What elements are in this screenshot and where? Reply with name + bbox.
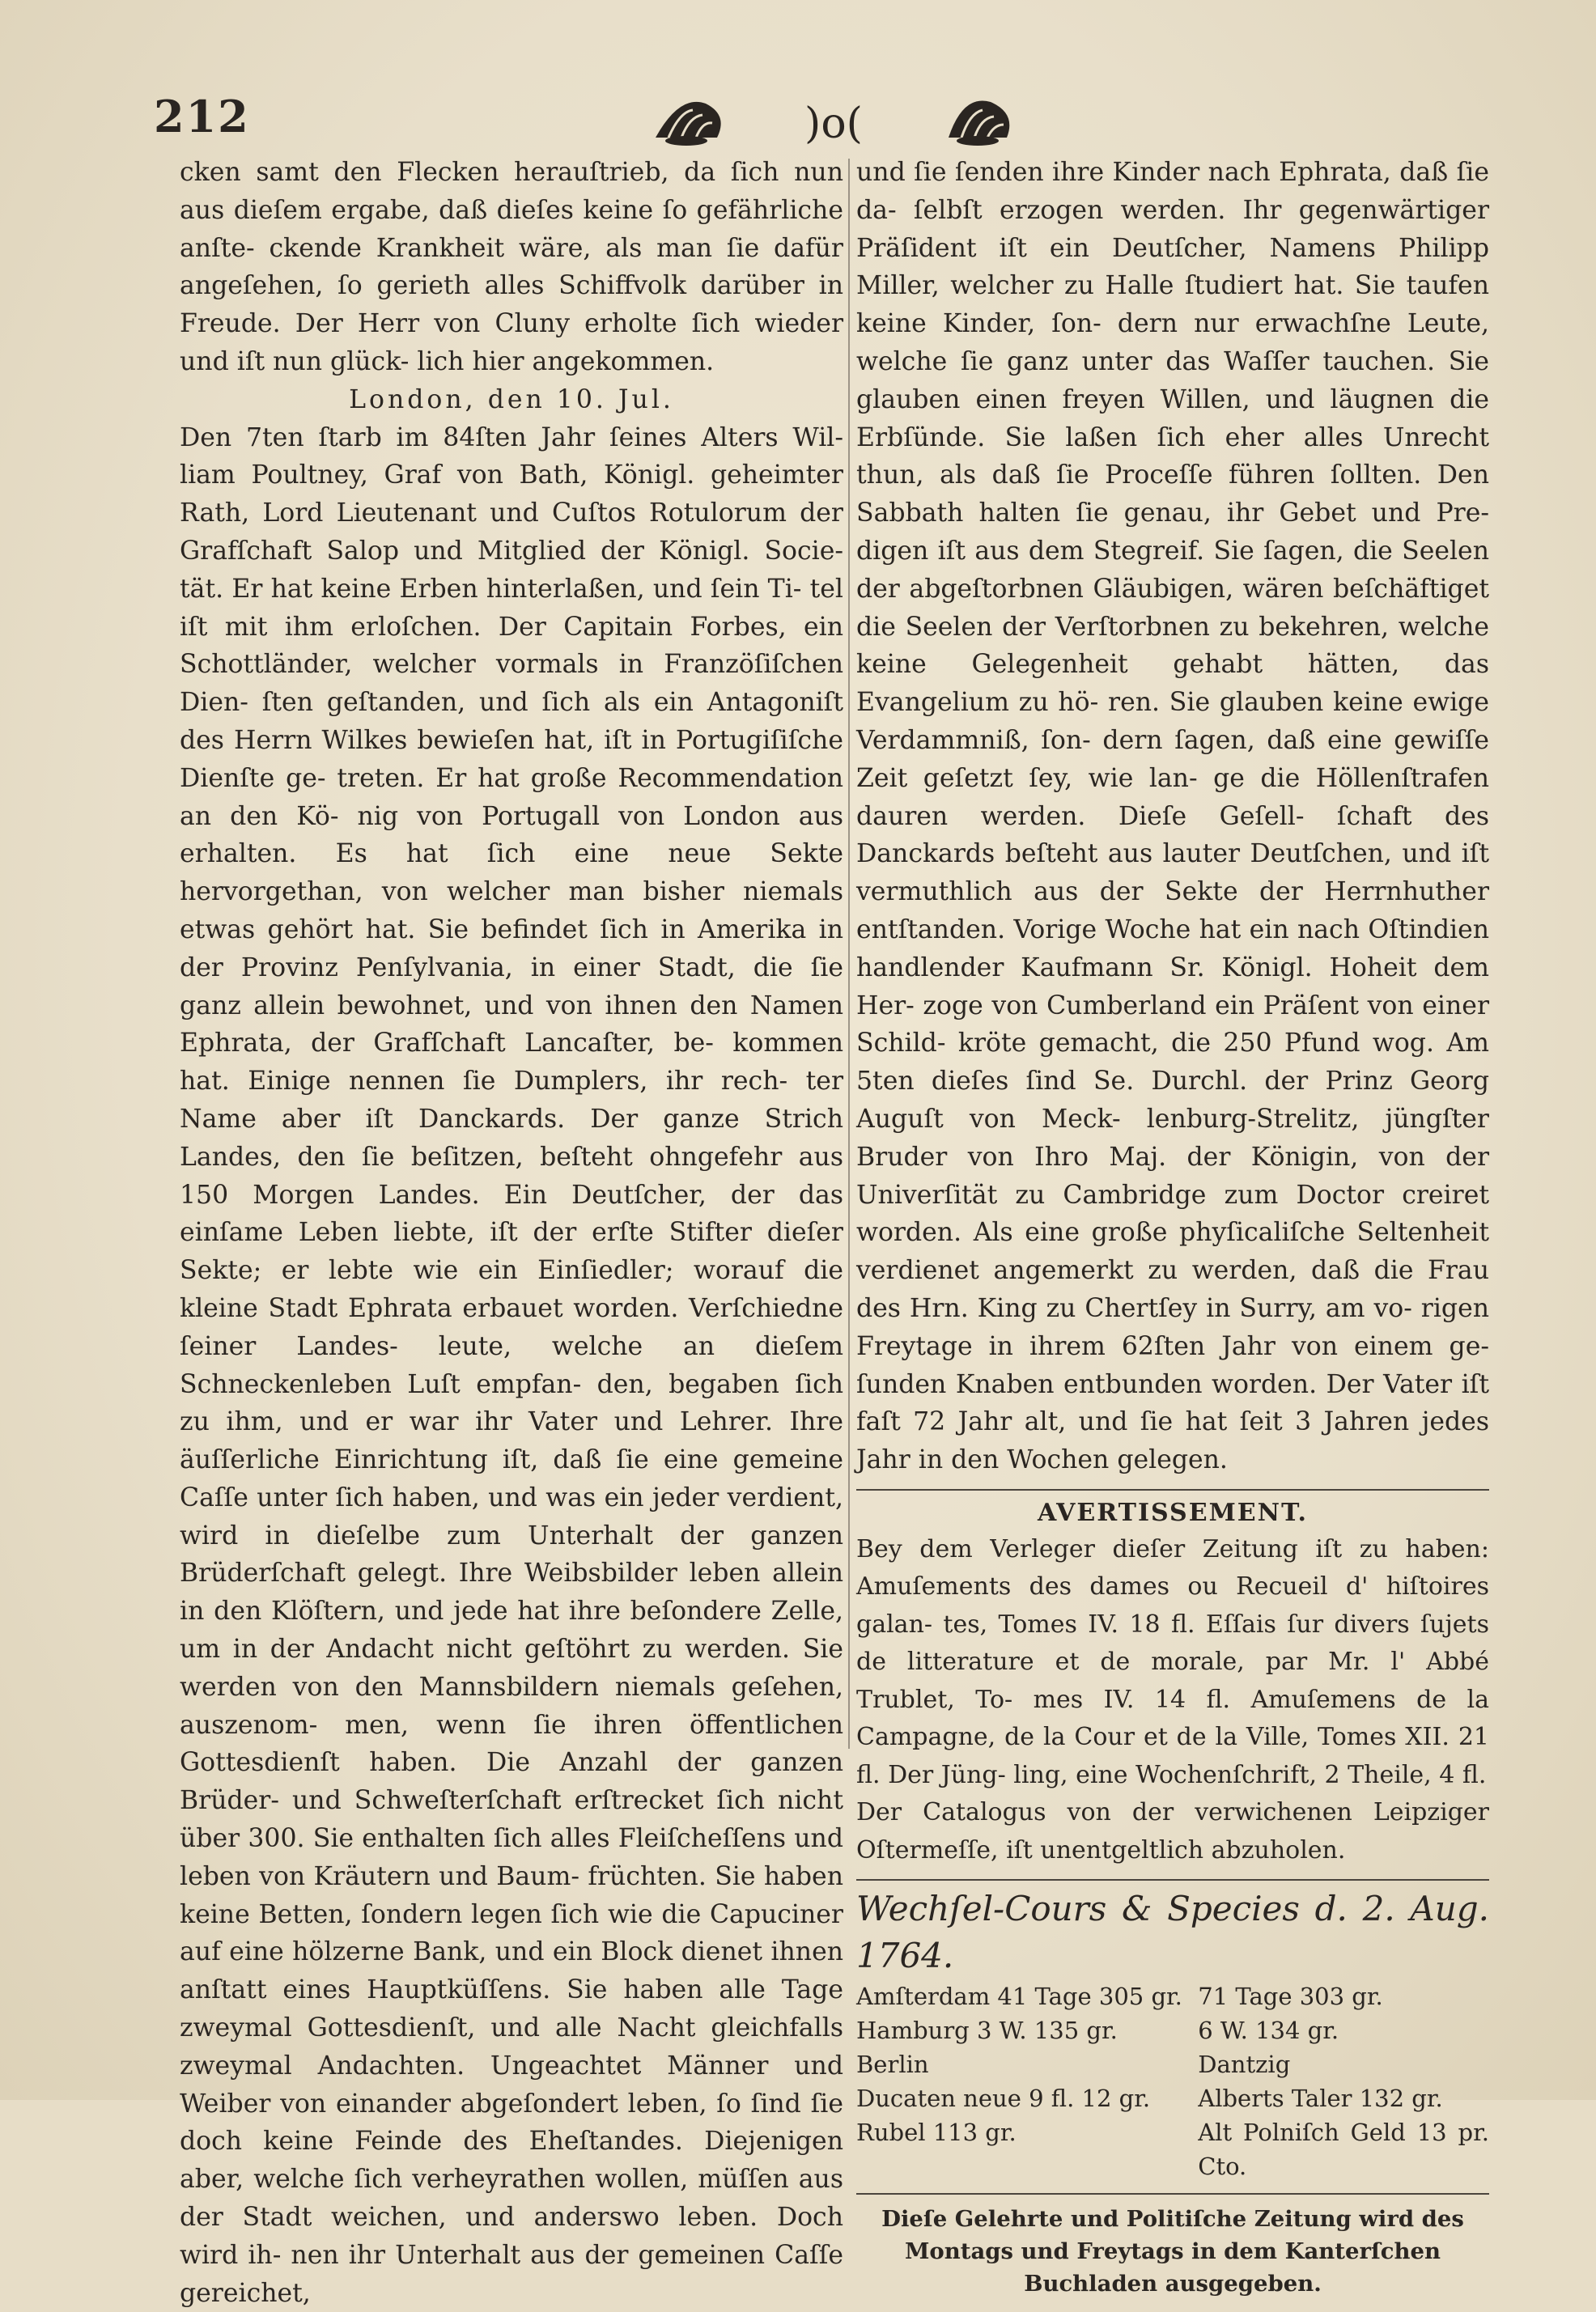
table-row (856, 2047, 1489, 2081)
shell-ornament-left-icon (656, 102, 721, 146)
advert-divider (856, 1489, 1489, 1491)
right-column (856, 154, 1489, 2300)
page-number: 212 (154, 91, 250, 142)
rate-cell: Alberts Taler 132 gr. (1198, 2085, 1443, 2113)
column-divider (848, 159, 850, 1749)
advert-books: Bey dem Verleger dieſer Zeitung iſt zu haben: Amuſements des dames ou Recueil d' hiſtoires galan- tes, Tomes IV. 18 fl. Eſſais ſur divers ſujets de litterature et de morale, par Mr. l' Abbé Trublet, To- mes IV. 14 fl. Amuſemens de la Campagne, de la Cour et de la Ville, Tomes XII. 21 fl. Der Jüng- ling, eine Wochenſchrift, 2 Theile, 4 fl. (856, 1534, 1489, 1789)
table-row (856, 2013, 1489, 2047)
left-column (180, 154, 843, 2312)
shell-ornament-right-icon (949, 100, 1009, 146)
left-paragraph-london-news: Den 7ten ſtarb im 84ſten Jahr ſeines Alters Wil- liam Poultney, Graf von Bath, Königl. geheimter Rath, Lord Lieutenant und Cuſtos Rotulorum der Grafſchaft Salop und Mitglied der Königl. Socie- tät. Er hat keine Erben hinterlaßen, und ſein Ti- tel iſt mit ihm erloſchen. Der Capitain Forbes, ein Schottländer, welcher vormals in Franzöſiſchen Dien- ſten geſtanden, und ſich als ein Antagoniſt des Herrn Wilkes bewieſen hat, iſt in Portugiſiſche Dienſte ge- treten. Er hat große Recommendation an den Kö- nig von Portugall von London aus erhalten. Es hat ſich eine neue Sekte hervorgethan, von welcher man bisher niemals etwas gehört hat. Sie befindet ſich in Amerika in der Provinz Penſylvania, in einer Stadt, die ſie ganz allein bewohnet, und von ihnen den Namen Ephrata, der Grafſchaft Lancaſter, be- kommen hat. Einige nennen ſie Dumplers, ihr rech- ter Name aber iſt Danckards. Der ganze Strich Landes, den ſie beſitzen, beſteht ohngefehr aus 150 Morgen Landes. Ein Deutſcher, der das einſame Leben liebte, iſt der erſte Stifter dieſer Sekte; er lebte wie ein Einſiedler; worauf die kleine Stadt Ephrata erbauet worden. Verſchiedne ſeiner Landes- leute, welche an dieſem Schneckenleben Luſt empfan- den, begaben ſich zu ihm, und er war ihr Vater und Lehrer. Ihre äuſſerliche Einrichtung iſt, daß ſie eine gemeine Caſſe unter ſich haben, und was ein jeder verdient, wird in dieſelbe zum Unterhalt der ganzen Brüderſchaft gelegt. Ihre Weibsbilder leben allein in den Klöſtern, und jede hat ihre beſondere Zelle, um in der Andacht nicht geſtöhrt zu werden. Sie werden von den Mannsbildern niemals geſehen, auszenom- men, wenn ſie ihren öffentlichen Gottesdienſt haben. Die Anzahl der ganzen Brüder- und Schweſterſchaft erſtrecket ſich nicht über 300. Sie enthalten ſich alles Fleiſcheſſens und leben von Kräutern und Baum- früchten. Sie haben keine Betten, ſondern legen ſich wie die Capuciner auf eine hölzerne Bank, und ein Block dienet ihnen anſtatt eines Hauptküſſens. Sie haben alle Tage zweymal Gottesdienſt, und alle Nacht gleichfalls zweymal Andachten. Ungeachtet Männer und Weiber von einander abgeſondert leben, ſo ſind ſie doch keine Feinde des Eheſtandes. Diejenigen aber, welche ſich verheyrathen wollen, müſſen aus der Stadt weichen, und anderswo leben. Doch wird ih- nen ihr Unterhalt aus der gemeinen Caſſe gereichet, (180, 422, 843, 2308)
rate-cell: 6 W. 134 gr. (1198, 2017, 1339, 2045)
right-paragraph-news: und ſie ſenden ihre Kinder nach Ephrata, daß ſie da- ſelbſt erzogen werden. Ihr gegenwärtiger Präſident iſt ein Deutſcher, Namens Philipp Miller, welcher zu Halle ſtudiert hat. Sie taufen keine Kinder, ſon- dern nur erwachſne Leute, welche ſie ganz unter das Waſſer tauchen. Sie glauben einen freyen Willen, und läugnen die Erbſünde. Sie laßen ſich eher alles Unrecht thun, als daß ſie Proceſſe führen ſollten. Den Sabbath halten ſie genau, ihr Gebet und Pre- digen iſt aus dem Stegreif. Sie ſagen, die Seelen der abgeſtorbnen Gläubigen, wären beſchäftiget die Seelen der Verſtorbnen zu bekehren, welche keine Gelegenheit gehabt hätten, das Evangelium zu hö- ren. Sie glauben keine ewige Verdammniß, ſon- dern ſagen, daß eine gewiſſe Zeit geſetzt ſey, wie lan- ge die Höllenſtrafen dauren werden. Dieſe Geſell- ſchaft des Danckards beſteht aus lauter Deutſchen, und iſt vermuthlich aus der Sekte der Herrnhuther entſtanden. Vorige Woche hat ein nach Oſtindien handlender Kaufmann Sr. Königl. Hoheit dem Her- zoge von Cumberland ein Präſent von einer Schild- kröte gemacht, die 250 Pfund wog. Am 5ten dieſes ſind Se. Durchl. der Prinz Georg Auguſt von Meck- lenburg-Strelitz, jüngſter Bruder von Ihro Maj. der Königin, von der Univerſität zu Cambridge zum Doctor creiret worden. Als eine große phyſicaliſche Seltenheit verdienet angemerkt zu werden, daß die Frau des Hrn. King zu Chertſey in Surry, am vo- rigen Freytage in ihrem 62ſten Jahr von einem ge- ſunden Knaben entbunden worden. Der Vater iſt faſt 72 Jahr alt, und ſie hat ſeit 3 Jahren jedes Jahr in den Wochen gelegen. (856, 158, 1489, 1475)
rate-cell: Berlin (856, 2051, 929, 2079)
rate-cell: Alt Polniſch Geld 13 pr. Cto. (1198, 2119, 1489, 2181)
exchange-title: Wechſel-Cours & Species d. 2. Aug. 1764. (856, 1889, 1489, 1976)
publication-footer: Dieſe Gelehrte und Politiſche Zeitung wird des Montags und Freytags in dem Kanterſchen Buchladen ausgegeben. (881, 2206, 1464, 2297)
rate-cell: Ducaten neue 9 fl. 12 gr. (856, 2085, 1151, 2113)
header-ornament (647, 87, 1020, 152)
table-row (856, 2115, 1489, 2183)
rate-cell: 71 Tage 303 gr. (1198, 1983, 1383, 2011)
ornament-text: )o( (804, 100, 863, 148)
table-row (856, 1979, 1489, 2013)
table-row (856, 2081, 1489, 2115)
rate-cell: Amſterdam 41 Tage 305 gr. (856, 1983, 1182, 2011)
advert-catalogue: Der Catalogus von der verwichenen Leipziger Oſtermeſſe, iſt unentgeltlich abzuholen. (856, 1798, 1489, 1864)
left-paragraph-continued: cken samt den Flecken herauſtrieb, da ſich nun aus dieſem ergabe, daß dieſes keine ſo gefährliche anſte- ckende Krankheit wäre, als man ſie dafür angeſehen, ſo gerieth alles Schiffvolk darüber in Freude. Der Herr von Cluny erholte ſich wieder und iſt nun glück- lich hier angekommen. (180, 158, 843, 376)
dateline-london: London, den 10. Jul. (349, 384, 674, 414)
exchange-divider (856, 1879, 1489, 1881)
advert-title: AVERTISSEMENT. (1038, 1498, 1308, 1527)
rate-cell: Rubel 113 gr. (856, 2119, 1017, 2147)
footer-divider (856, 2193, 1489, 2195)
exchange-rates-table (856, 1979, 1489, 2183)
rate-cell: Dantzig (1198, 2051, 1291, 2079)
rate-cell: Hamburg 3 W. 135 gr. (856, 2017, 1118, 2045)
